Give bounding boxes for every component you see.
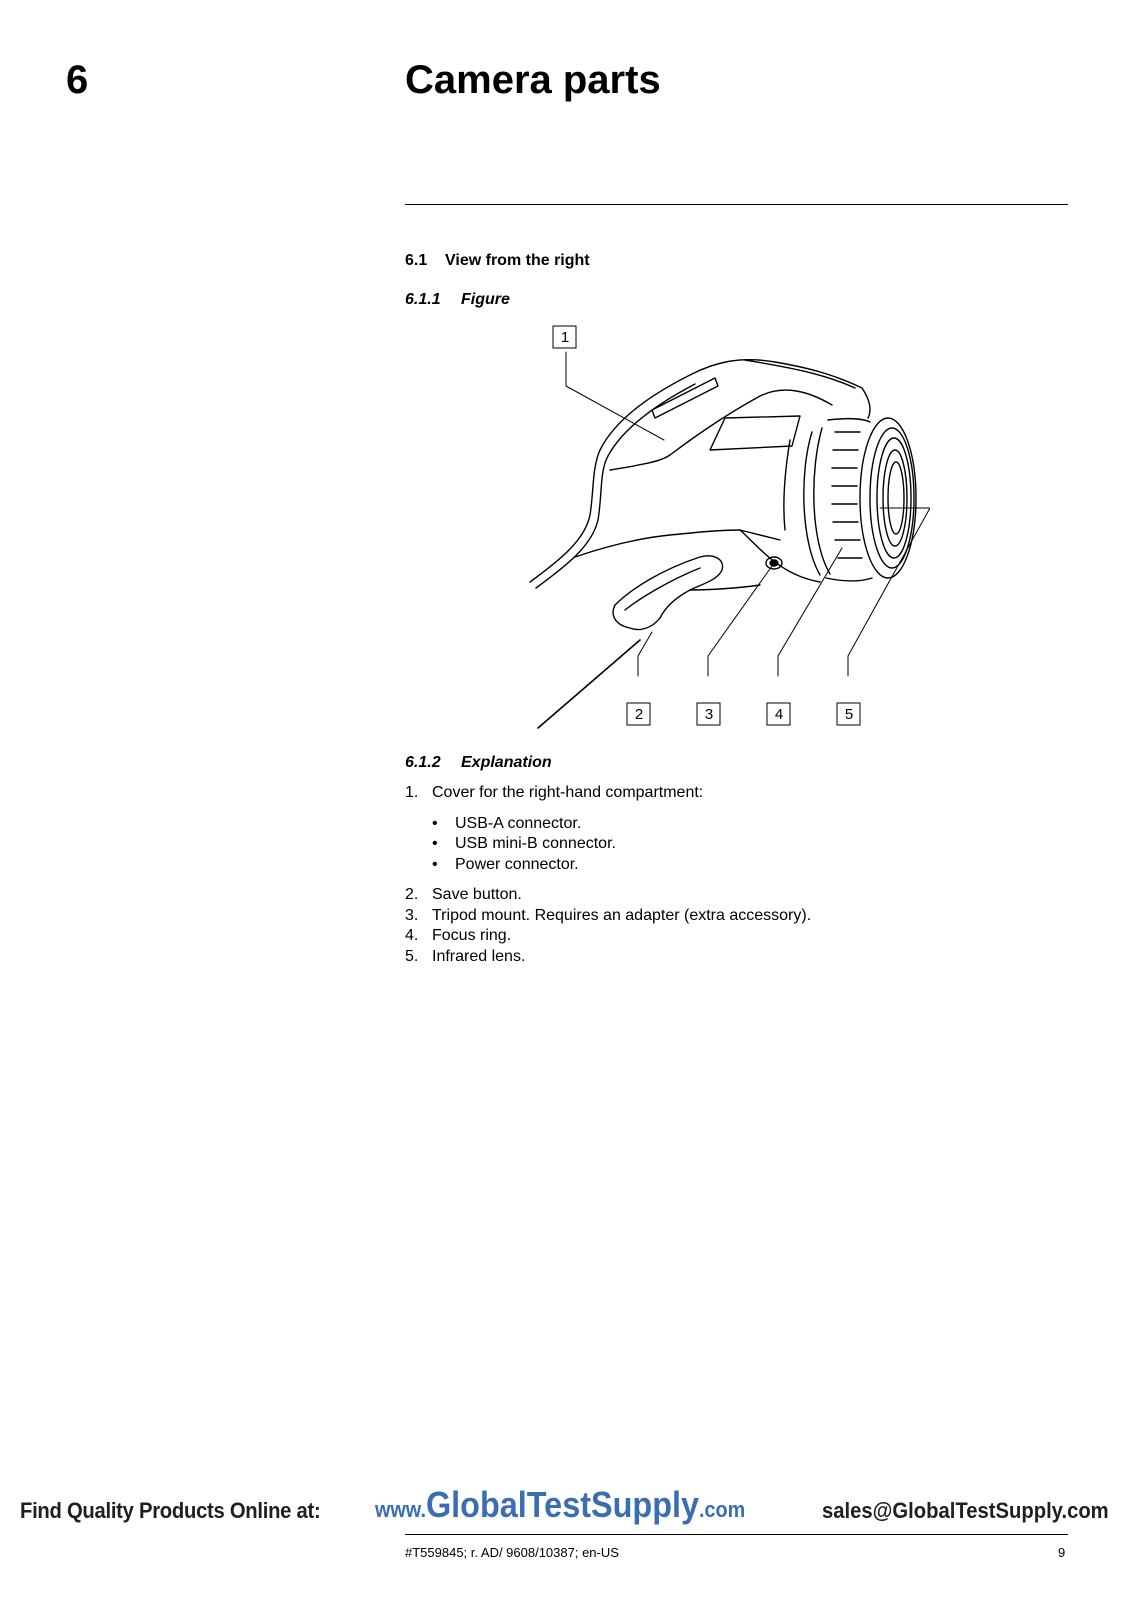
bullet-text: USB-A connector. [455,814,582,832]
list-item-text: Tripod mount. Requires an adapter (extra accessory). [432,906,812,924]
bullet-item [405,855,811,876]
figure-subheading-number: 6.1.1 [405,291,441,308]
list-item [405,885,811,906]
list-item-number: 3. [405,906,419,924]
document-id: #T559845; r. AD/ 9608/10387; en-US [405,1545,619,1560]
list-item [405,926,811,947]
callout-5: 5 [844,706,854,723]
bullet-text: Power connector. [455,855,579,873]
bullet-item [405,814,811,835]
list-item [405,947,811,968]
list-item [405,906,811,927]
chapter-title: Camera parts [405,58,661,102]
bullet-icon: • [432,814,438,832]
callout-4: 4 [774,706,784,723]
bullet-icon: • [432,835,438,852]
callout-2: 2 [634,706,644,723]
list-item [405,783,811,804]
list-item-text: Focus ring. [432,927,512,944]
list-item-number: 4. [405,927,419,944]
chapter-number: 6 [66,58,89,102]
bullet-icon: • [432,855,438,873]
title-rule [405,204,1068,205]
bullet-text: USB mini-B connector. [455,835,616,852]
list-item-text: Infrared lens. [432,947,526,965]
section-heading [405,252,590,270]
figure-subheading [405,291,510,309]
site-suffix: .com [699,1497,746,1522]
list-item-number: 1. [405,784,419,801]
explanation-subheading-title: Explanation [461,754,552,771]
footer-rule [405,1534,1068,1535]
site-prefix: www. [375,1497,426,1522]
footer-email-link[interactable]: sales@GlobalTestSupply.com [822,1498,1109,1523]
list-item-number: 2. [405,886,419,903]
site-name: GlobalTestSupply [425,1484,700,1525]
section-title: View from the right [445,252,590,269]
explanation-subheading-number: 6.1.2 [405,754,441,771]
callout-3: 3 [704,706,714,723]
list-item-text: Save button. [432,886,522,903]
camera-figure [520,322,930,732]
page-number: 9 [1058,1545,1066,1560]
footer-website-link[interactable] [375,1484,745,1526]
footer-find-text: Find Quality Products Online at: [20,1498,321,1523]
connector-bullets [405,814,811,876]
callout-1: 1 [560,329,570,346]
list-item-text: Cover for the right-hand compartment: [432,784,704,801]
figure-subheading-title: Figure [461,291,510,308]
section-number: 6.1 [405,252,428,269]
explanation-list [405,783,811,967]
list-item-number: 5. [405,947,419,965]
bullet-item [405,834,811,855]
explanation-subheading [405,754,552,772]
